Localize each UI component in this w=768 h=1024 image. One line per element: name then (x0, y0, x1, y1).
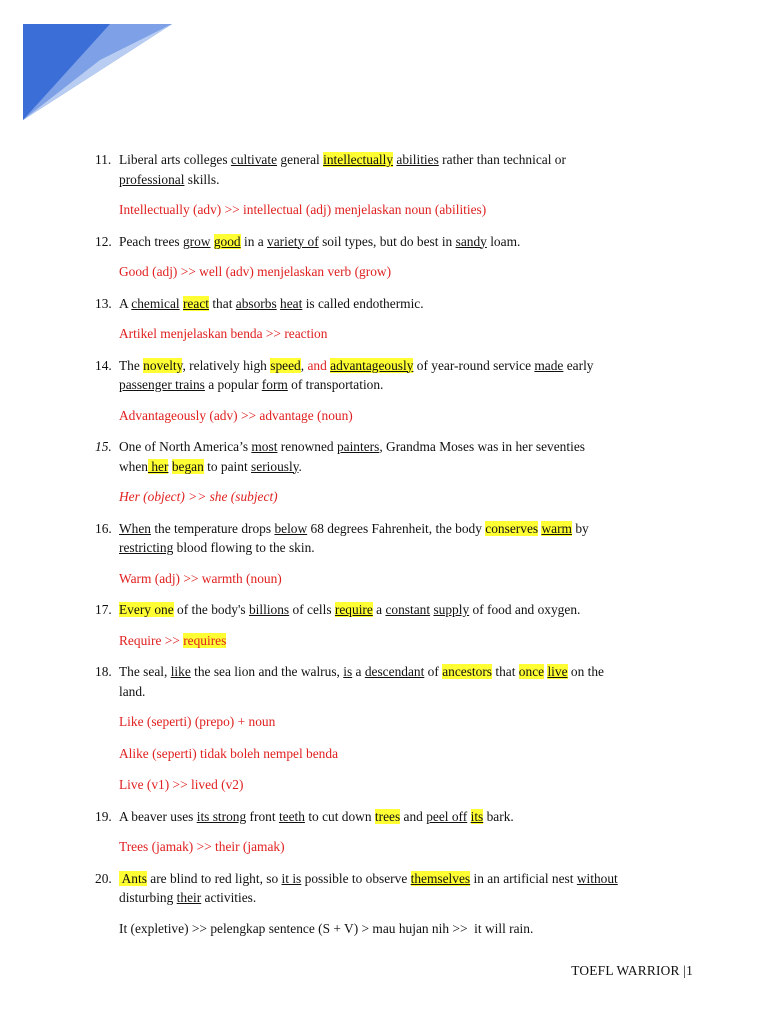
text-segment: react (182, 295, 209, 311)
text-segment: speed (270, 357, 301, 373)
answer-note (95, 744, 705, 764)
question-line (119, 375, 705, 395)
text-segment: bark. (483, 808, 514, 824)
text-segment: activities. (201, 890, 257, 905)
question-list (95, 150, 705, 950)
question-number: 13. (95, 295, 112, 311)
text-segment: , (300, 357, 308, 373)
text-segment: that (492, 664, 519, 679)
text-segment: It (expletive) >> pelengkap sentence (S + V) > mau hujan nih >> it will rain. (119, 920, 534, 936)
text-segment: on the (567, 664, 604, 679)
text-segment: to cut down (304, 808, 375, 824)
text-segment: teeth (278, 808, 305, 824)
text-segment: constant (385, 602, 431, 617)
text-segment: of cells (289, 602, 335, 617)
text-segment: grow (182, 233, 211, 249)
question-line (119, 170, 705, 190)
text-segment: Peach trees (119, 233, 183, 249)
answer-note (95, 712, 705, 732)
question-number: 12. (95, 233, 112, 249)
text-segment: painters (336, 439, 380, 454)
text-segment: is called endothermic. (302, 295, 424, 311)
text-segment: requires (183, 632, 227, 648)
text-segment: the sea lion and the walrus, (190, 664, 344, 679)
text-segment: its (470, 808, 484, 824)
text-segment: novelty (143, 357, 183, 373)
text-segment: to paint (203, 458, 252, 474)
text-segment: sandy (455, 233, 487, 249)
text-segment: like (170, 664, 191, 679)
text-segment: soil types, but do best in (318, 233, 456, 249)
text-segment: front (246, 808, 279, 824)
text-segment: . (298, 458, 302, 474)
text-segment: made (534, 357, 564, 373)
text-segment: supply (433, 602, 470, 617)
text-segment: abilities (396, 152, 439, 167)
text-segment: peel off (426, 808, 468, 824)
text-segment: absorbs (235, 295, 277, 311)
text-segment: Advantageously (adv) >> advantage (noun) (119, 407, 353, 423)
text-segment: skills. (184, 171, 220, 187)
text-segment: , relatively high (182, 357, 271, 373)
text-segment: a popular (204, 377, 262, 392)
question-number: 18. (95, 664, 112, 679)
text-segment: its strong (196, 808, 247, 824)
text-segment: Require >> (119, 632, 184, 648)
answer-note (95, 487, 705, 507)
question-item (95, 437, 705, 476)
question-item (95, 356, 705, 395)
text-segment: Every one (119, 602, 174, 617)
text-segment: it is (281, 870, 302, 886)
text-segment: and (307, 357, 327, 373)
text-segment: Live (v1) >> lived (v2) (119, 777, 244, 792)
text-segment: The seal, (119, 664, 171, 679)
answer-note (95, 406, 705, 426)
text-segment: restricting (119, 540, 174, 555)
text-segment: in a (240, 233, 268, 249)
question-line (119, 457, 705, 477)
text-segment: of year-round service (413, 357, 535, 373)
text-segment: The (119, 357, 144, 373)
text-segment: below (274, 520, 308, 536)
question-item (95, 600, 705, 620)
text-segment: billions (248, 602, 290, 617)
text-segment: and (400, 808, 427, 824)
question-line (119, 807, 705, 827)
text-segment: of the body's (173, 602, 249, 617)
text-segment: A (119, 295, 132, 311)
question-line (119, 294, 705, 314)
text-segment: of transportation. (287, 377, 384, 392)
text-segment: form (261, 377, 288, 392)
text-segment: live (547, 664, 568, 679)
text-segment: by (571, 520, 589, 536)
text-segment: are blind to red light, so (146, 870, 282, 886)
text-segment: Warm (adj) >> warmth (noun) (119, 570, 282, 586)
text-segment: 68 degrees Fahrenheit, the body (307, 520, 486, 536)
text-segment: loam. (486, 233, 521, 249)
text-segment: renowned (277, 439, 337, 454)
text-segment: A beaver uses (119, 808, 197, 824)
answer-note (95, 775, 705, 795)
text-segment: began (171, 458, 204, 474)
text-segment: Liberal arts colleges (119, 152, 231, 167)
question-line (119, 519, 705, 539)
text-segment: Like (seperti) (prepo) + noun (119, 714, 276, 729)
question-line (119, 682, 705, 702)
question-line (119, 600, 705, 620)
corner-decoration (0, 0, 200, 130)
question-line (119, 538, 705, 558)
answer-note (95, 631, 705, 651)
text-segment: a (372, 602, 386, 617)
question-line (119, 150, 705, 170)
text-segment: her (148, 458, 169, 474)
text-segment: their (176, 890, 202, 905)
answer-note (95, 262, 705, 282)
text-segment: a (352, 664, 365, 679)
question-line (119, 888, 705, 908)
text-segment: the temperature drops (150, 520, 275, 536)
question-number: 20. (95, 870, 112, 886)
text-segment: descendant (364, 664, 425, 679)
text-segment: disturbing (119, 890, 177, 905)
text-segment: passenger trains (119, 377, 205, 392)
text-segment: warm (541, 520, 572, 536)
text-segment: ancestors (442, 664, 493, 679)
text-segment: in an artificial nest (470, 870, 577, 886)
answer-note (95, 919, 705, 939)
page-footer: TOEFL WARRIOR |1 (571, 963, 693, 978)
text-segment: blood flowing to the skin. (173, 540, 315, 555)
text-segment: Artikel menjelaskan benda >> reaction (119, 326, 328, 341)
text-segment: seriously (251, 458, 299, 474)
answer-note (95, 569, 705, 589)
text-segment: professional (119, 171, 185, 187)
question-number: 16. (95, 520, 112, 536)
text-segment: Trees (jamak) >> their (jamak) (119, 839, 285, 854)
text-segment: variety of (267, 233, 319, 249)
question-number: 15. (95, 439, 112, 454)
question-item (95, 807, 705, 827)
question-item (95, 232, 705, 252)
text-segment: trees (374, 808, 401, 824)
question-item (95, 294, 705, 314)
text-segment: Her (object) >> she (subject) (119, 489, 278, 504)
question-item (95, 519, 705, 558)
text-segment: conserves (485, 520, 539, 536)
text-segment: heat (280, 295, 303, 311)
text-segment: of (424, 664, 443, 679)
text-segment: chemical (131, 295, 180, 311)
text-segment: that (208, 295, 236, 311)
text-segment: possible to observe (301, 870, 411, 886)
text-segment: advantageously (330, 357, 414, 373)
text-segment: without (576, 870, 618, 886)
text-segment: Intellectually (adv) >> intellectual (adj) menjelaskan noun (abilities) (119, 202, 487, 217)
question-number: 19. (95, 808, 112, 824)
text-segment: of food and oxygen. (469, 602, 581, 617)
question-number: 17. (95, 602, 112, 617)
question-line (119, 869, 705, 889)
text-segment: Good (adj) >> well (adv) menjelaskan verb (grow) (119, 264, 392, 279)
text-segment: once (518, 664, 545, 679)
answer-note (95, 324, 705, 344)
question-line (119, 356, 705, 376)
text-segment: Ants (119, 870, 147, 886)
text-segment: is (343, 664, 353, 679)
question-item (95, 150, 705, 189)
question-item (95, 869, 705, 908)
question-number: 11. (95, 152, 112, 167)
text-segment: , Grandma Moses was in her seventies (379, 439, 585, 454)
text-segment: intellectually (323, 152, 394, 167)
question-line (119, 662, 705, 682)
text-segment: most (251, 439, 278, 454)
question-number: 14. (95, 357, 112, 373)
text-segment: One of North America’s (119, 439, 252, 454)
text-segment: cultivate (230, 152, 278, 167)
question-item (95, 662, 705, 701)
text-segment: early (563, 357, 594, 373)
text-segment: require (334, 602, 373, 617)
text-segment: themselves (410, 870, 471, 886)
text-segment: rather than technical or (438, 152, 566, 167)
text-segment: Alike (seperti) tidak boleh nempel benda (119, 745, 339, 761)
answer-note (95, 200, 705, 220)
text-segment: general (277, 152, 324, 167)
question-line (119, 437, 705, 457)
text-segment: land. (119, 683, 146, 699)
answer-note (95, 837, 705, 857)
text-segment: When (119, 520, 151, 536)
text-segment: good (213, 233, 241, 249)
question-line (119, 232, 705, 252)
text-segment: when (119, 458, 149, 474)
